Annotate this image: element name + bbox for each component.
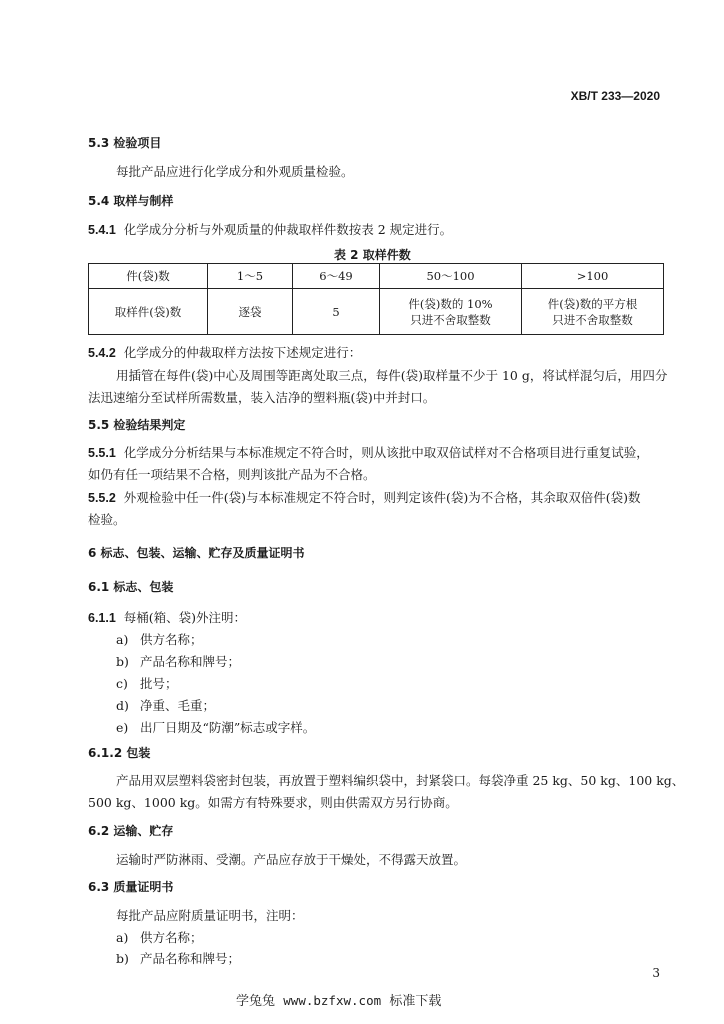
list-text: 产品名称和牌号； bbox=[140, 654, 241, 669]
list-marker: e) bbox=[116, 720, 129, 735]
clause-5-5-1 bbox=[88, 443, 649, 461]
table-caption: 表 2 取样件数 bbox=[334, 248, 411, 262]
para-5-4-2-line2: 法迅速缩分至试样所需数量，装入洁净的塑料瓶(袋)中并封口。 bbox=[88, 390, 436, 405]
list-item bbox=[116, 696, 215, 714]
para-5-3: 每批产品应进行化学成分和外观质量检验。 bbox=[116, 164, 354, 179]
table-cell: 5 bbox=[293, 289, 380, 335]
clause-6-1-1 bbox=[88, 608, 246, 626]
clause-text: 外观检验中任一件(袋)与本标准规定不符合时，则判定该件(袋)为不合格，其余取双倍件(袋)数 bbox=[123, 490, 641, 505]
table-header-cell: >100 bbox=[522, 264, 664, 289]
list-marker: b) bbox=[116, 654, 129, 669]
list-marker: d) bbox=[116, 698, 129, 713]
footer-watermark bbox=[236, 990, 441, 1009]
para-6-1-2-line1: 产品用双层塑料袋密封包装，再放置于塑料编织袋中，封紧袋口。每袋净重 25 kg、50 kg、100 kg、 bbox=[116, 773, 685, 788]
heading-5-4: 5.4 取样与制样 bbox=[88, 194, 174, 208]
clause-number: 5.5.1 bbox=[88, 446, 116, 460]
heading-6-1-2: 6.1.2 包装 bbox=[88, 746, 151, 760]
heading-6: 6 标志、包装、运输、贮存及质量证明书 bbox=[88, 546, 305, 560]
para-6-2: 运输时严防淋雨、受潮。产品应存放于干燥处，不得露天放置。 bbox=[116, 852, 467, 867]
table-cell: 取样件(袋)数 bbox=[89, 289, 208, 335]
footer-tag: 标准下载 bbox=[389, 994, 442, 1009]
list-text: 出厂日期及“防潮”标志或字样。 bbox=[140, 720, 316, 735]
table-header-cell: 件(袋)数 bbox=[89, 264, 208, 289]
list-item bbox=[116, 674, 178, 692]
cell-line: 件(袋)数的 10% bbox=[408, 296, 493, 311]
clause-5-5-2-line2: 检验。 bbox=[88, 512, 126, 527]
clause-5-4-2 bbox=[88, 343, 361, 361]
table-header-cell: 1～5 bbox=[208, 264, 293, 289]
cell-line: 件(袋)数的平方根 bbox=[547, 296, 638, 311]
clause-5-4-1 bbox=[88, 220, 452, 238]
list-marker: a) bbox=[116, 930, 129, 945]
list-marker: b) bbox=[116, 951, 129, 966]
list-item bbox=[116, 652, 240, 670]
para-6-3: 每批产品应附质量证明书，注明： bbox=[116, 908, 304, 923]
cell-line: 只进不舍取整数 bbox=[410, 312, 491, 327]
heading-6-2: 6.2 运输、贮存 bbox=[88, 824, 174, 838]
cell-line: 只进不舍取整数 bbox=[552, 312, 633, 327]
clause-text: 化学成分分析结果与本标准规定不符合时，则从该批中取双倍试样对不合格项目进行重复试验， bbox=[123, 445, 649, 460]
table-cell bbox=[522, 289, 664, 335]
clause-number: 5.4.1 bbox=[88, 223, 116, 237]
table-header-cell: 50～100 bbox=[380, 264, 522, 289]
list-item bbox=[116, 949, 240, 967]
list-text: 产品名称和牌号； bbox=[140, 951, 241, 966]
list-item bbox=[116, 718, 315, 736]
clause-text: 每桶(箱、袋)外注明： bbox=[123, 610, 247, 625]
list-item bbox=[116, 630, 203, 648]
standard-code: XB/T 233—2020 bbox=[570, 89, 660, 103]
para-5-4-2-line1: 用插管在每件(袋)中心及周围等距离处取三点，每件(袋)取样量不少于 10 g，将试样混匀后，用四分 bbox=[116, 368, 668, 383]
clause-text: 化学成分分析与外观质量的仲裁取样件数按表 2 规定进行。 bbox=[123, 222, 453, 237]
list-text: 批号； bbox=[140, 676, 178, 691]
table-header-cell: 6～49 bbox=[293, 264, 380, 289]
para-6-1-2-line2: 500 kg、1000 kg。如需方有特殊要求，则由供需双方另行协商。 bbox=[88, 795, 458, 810]
sample-table bbox=[88, 263, 664, 335]
list-marker: c) bbox=[116, 676, 128, 691]
list-marker: a) bbox=[116, 632, 129, 647]
heading-6-1: 6.1 标志、包装 bbox=[88, 580, 174, 594]
heading-5-5: 5.5 检验结果判定 bbox=[88, 418, 186, 432]
heading-5-3: 5.3 检验项目 bbox=[88, 136, 162, 150]
clause-5-5-1-line2: 如仍有任一项结果不合格，则判该批产品为不合格。 bbox=[88, 467, 376, 482]
footer-url[interactable]: www.bzfxw.com bbox=[283, 993, 382, 1008]
table-cell bbox=[380, 289, 522, 335]
footer-site: 学兔兔 bbox=[236, 994, 276, 1009]
list-text: 供方名称； bbox=[140, 632, 203, 647]
clause-number: 5.5.2 bbox=[88, 491, 116, 505]
table-cell: 逐袋 bbox=[208, 289, 293, 335]
list-text: 供方名称； bbox=[140, 930, 203, 945]
list-text: 净重、毛重； bbox=[140, 698, 216, 713]
table-row bbox=[89, 264, 664, 289]
heading-6-3: 6.3 质量证明书 bbox=[88, 880, 174, 894]
clause-number: 5.4.2 bbox=[88, 346, 116, 360]
clause-5-5-2 bbox=[88, 488, 641, 506]
list-item bbox=[116, 928, 203, 946]
table-row bbox=[89, 289, 664, 335]
page-number: 3 bbox=[652, 966, 660, 980]
clause-text: 化学成分的仲裁取样方法按下述规定进行： bbox=[123, 345, 362, 360]
clause-number: 6.1.1 bbox=[88, 611, 116, 625]
